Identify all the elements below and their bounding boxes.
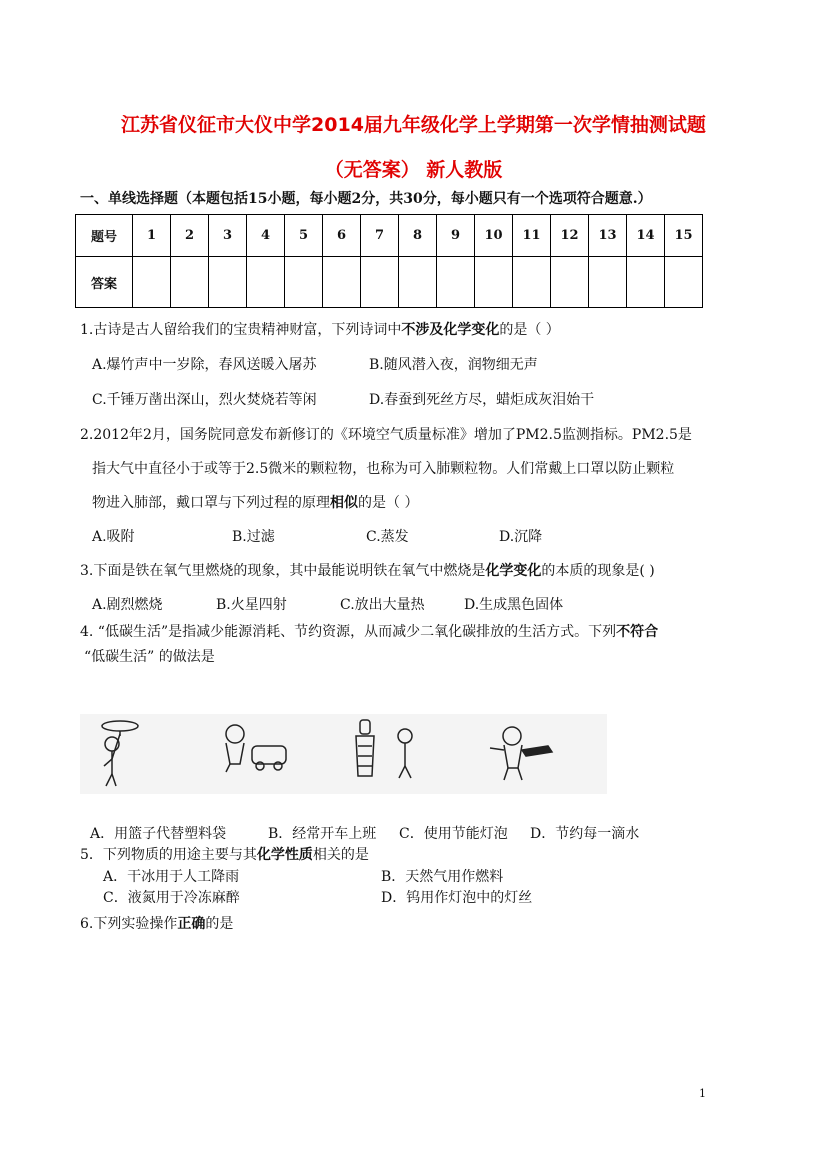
- question-number: 11: [513, 215, 551, 257]
- answer-cell[interactable]: [323, 257, 361, 308]
- answer-cell[interactable]: [209, 257, 247, 308]
- answer-cell[interactable]: [665, 257, 703, 308]
- q2-stem-line3: 物进入肺部，戴口罩与下列过程的原理相似的是（ ）: [92, 495, 419, 511]
- q4-option-b: B．经常开车上班: [268, 826, 377, 842]
- q5-option-a: A．干冰用于人工降雨: [103, 869, 240, 885]
- answer-cell[interactable]: [437, 257, 475, 308]
- q2-stem-line2: 指大气中直径小于或等于2.5微米的颗粒物，也称为可入肺颗粒物。人们常戴上口罩以防止颗粒: [92, 461, 675, 477]
- q5-option-d: D．钨用作灯泡中的灯丝: [381, 890, 533, 906]
- answer-cell[interactable]: [247, 257, 285, 308]
- q6-stem: 6.下列实验操作正确的是: [80, 916, 234, 932]
- car-driver-illustration: [226, 725, 286, 772]
- paper-title: 江苏省仪征市大仪中学2014届九年级化学上学期第一次学情抽测试题: [121, 114, 706, 136]
- q4-stem-line2: “低碳生活” 的做法是: [84, 649, 215, 665]
- question-number: 1: [133, 215, 171, 257]
- table-row-label: 题号: [76, 215, 133, 257]
- question-number: 4: [247, 215, 285, 257]
- answer-table-number-row: [76, 215, 703, 257]
- q5-option-c: C．液氮用于冷冻麻醉: [103, 890, 240, 906]
- answer-cell[interactable]: [399, 257, 437, 308]
- question-number: 15: [665, 215, 703, 257]
- q2-stem-line1: 2.2012年2月，国务院同意发布新修订的《环境空气质量标准》增加了PM2.5监测指标。PM2.5是: [80, 427, 692, 443]
- q4-option-d: D．节约每一滴水: [530, 826, 640, 842]
- answer-cell[interactable]: [361, 257, 399, 308]
- q3-option-b: B.火星四射: [216, 597, 287, 613]
- water-saving-illustration: [490, 727, 552, 780]
- answer-table-answer-row: [76, 257, 703, 308]
- q5-stem: 5．下列物质的用途主要与其化学性质相关的是: [80, 847, 369, 863]
- q5-option-b: B．天然气用作燃料: [381, 869, 504, 885]
- section-heading: 一、单线选择题（本题包括15小题，每小题2分，共30分，每小题只有一个选项符合题意.）: [80, 191, 652, 207]
- q3-option-a: A.剧烈燃烧: [92, 597, 163, 613]
- q2-option-a: A.吸附: [92, 529, 135, 545]
- question-number: 6: [323, 215, 361, 257]
- question-number: 2: [171, 215, 209, 257]
- answer-cell[interactable]: [513, 257, 551, 308]
- question-number: 10: [475, 215, 513, 257]
- answer-cell[interactable]: [627, 257, 665, 308]
- q1-option-b: B.随风潜入夜，润物细无声: [369, 357, 538, 373]
- q1-option-d: D.春蚕到死丝方尽，蜡炬成灰泪始干: [369, 392, 595, 408]
- question-number: 9: [437, 215, 475, 257]
- q3-stem: 3.下面是铁在氧气里燃烧的现象，其中最能说明铁在氧气中燃烧是化学变化的本质的现象是( ): [80, 563, 655, 579]
- answer-cell[interactable]: [285, 257, 323, 308]
- question-number: 5: [285, 215, 323, 257]
- q1-option-a: A.爆竹声中一岁除，春风送暖入屠苏: [92, 357, 317, 373]
- answer-cell[interactable]: [171, 257, 209, 308]
- question-number: 14: [627, 215, 665, 257]
- answer-cell[interactable]: [475, 257, 513, 308]
- question-number: 12: [551, 215, 589, 257]
- question-number: 13: [589, 215, 627, 257]
- energy-saving-bulb-illustration: [356, 720, 412, 778]
- q2-option-b: B.过滤: [232, 529, 275, 545]
- q4-option-c: C．使用节能灯泡: [399, 826, 508, 842]
- question-number: 7: [361, 215, 399, 257]
- q1-stem: 1.古诗是古人留给我们的宝贵精神财富，下列诗词中不涉及化学变化的是（ ）: [80, 322, 560, 338]
- question-number: 8: [399, 215, 437, 257]
- answer-cell[interactable]: [133, 257, 171, 308]
- low-carbon-illustrations: [80, 714, 607, 794]
- answer-table: [75, 214, 703, 308]
- page-number: 1: [699, 1087, 706, 1100]
- q3-option-d: D.生成黑色固体: [464, 597, 564, 613]
- answer-cell[interactable]: [589, 257, 627, 308]
- q2-option-d: D.沉降: [499, 529, 543, 545]
- question-number: 3: [209, 215, 247, 257]
- q2-option-c: C.蒸发: [366, 529, 409, 545]
- paper-subtitle: （无答案） 新人教版: [324, 159, 503, 181]
- q1-option-c: C.千锤万凿出深山，烈火焚烧若等闲: [92, 392, 317, 408]
- table-row-label: 答案: [76, 257, 133, 308]
- shopping-basket-illustration: [102, 721, 138, 786]
- illustration-strip: [80, 714, 607, 794]
- q4-stem-line1: 4. “低碳生活”是指减少能源消耗、节约资源，从而减少二氧化碳排放的生活方式。下列不符合: [80, 624, 659, 640]
- q4-option-a: A．用篮子代替塑料袋: [90, 826, 227, 842]
- answer-cell[interactable]: [551, 257, 589, 308]
- q3-option-c: C.放出大量热: [340, 597, 425, 613]
